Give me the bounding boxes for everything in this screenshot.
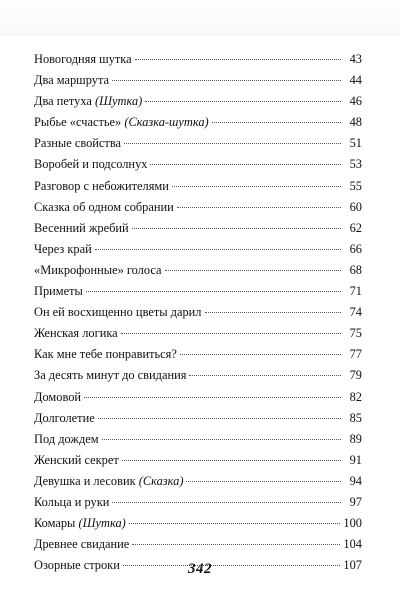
toc-entry	[34, 471, 362, 492]
dot-leader	[112, 502, 341, 503]
toc-entry	[34, 429, 362, 450]
toc-entry-title	[34, 344, 177, 365]
dot-leader	[121, 333, 341, 334]
toc-entry-title-text: Долголетие	[34, 410, 95, 425]
dot-leader	[98, 418, 341, 419]
toc-entry-subtitle: (Шутка)	[94, 94, 143, 109]
toc-entry-page: 91	[349, 452, 362, 467]
toc-entry	[34, 176, 362, 197]
toc-entry-page: 89	[349, 431, 362, 446]
toc-entry	[34, 492, 362, 513]
toc-entry	[34, 281, 362, 302]
toc-entry-page: 104	[343, 537, 362, 552]
toc-entry-title-text: Новогодняя шутка	[34, 52, 132, 66]
toc-entry	[34, 218, 362, 239]
dot-leader	[212, 122, 341, 123]
toc-entry-page: 51	[349, 136, 362, 151]
toc-entry-title	[34, 429, 99, 450]
toc-entry-page: 107	[343, 558, 362, 573]
toc-entry-title	[34, 281, 83, 302]
toc-entry-title	[34, 239, 92, 260]
toc-entry-title	[34, 408, 95, 429]
dot-leader	[165, 270, 341, 271]
dot-leader	[129, 523, 341, 524]
toc-entry-title-text: Женский секрет	[34, 452, 119, 467]
toc-entry-title-text: «Микрофонные» голоса	[34, 262, 162, 277]
toc-entry-page: 100	[343, 516, 362, 531]
toc-entry-title-text: Девушка и лесовик	[34, 473, 136, 488]
dot-leader	[132, 228, 341, 229]
toc-entry-title-text: Как мне тебе понравиться?	[34, 347, 177, 362]
toc-entry-title	[34, 218, 129, 239]
toc-entry	[34, 534, 362, 555]
toc-entry-title-text: Два маршрута	[34, 73, 110, 88]
dot-leader	[177, 207, 341, 208]
toc-entry-title-text: Озорные строки	[34, 558, 120, 573]
toc-entry	[34, 344, 362, 365]
page-top-edge	[0, 0, 400, 36]
toc-entry-page: 60	[349, 199, 362, 214]
toc-entry-page: 82	[349, 389, 362, 404]
page-number: 342	[188, 561, 212, 577]
dot-leader	[172, 186, 341, 187]
toc-entry-title-text: Разговор с небожителями	[34, 178, 169, 193]
toc-entry	[34, 450, 362, 471]
toc-entry	[34, 323, 362, 344]
toc-entry-title-text: За десять минут до свидания	[34, 368, 187, 383]
toc-entry-page: 68	[349, 262, 362, 277]
toc-entry	[34, 49, 362, 70]
toc-entry-title-text: Комары	[34, 516, 76, 531]
toc-entry-title-text: Он ей восхищенно цветы дарил	[34, 305, 202, 320]
toc-entry-title	[34, 302, 202, 323]
toc-entry	[34, 112, 362, 133]
toc-entry-subtitle: (Шутка)	[78, 516, 126, 531]
toc-entry-page: 77	[349, 347, 362, 362]
toc-entry-page: 48	[349, 115, 362, 130]
toc-entry-title	[34, 176, 169, 197]
toc-entry-title	[34, 49, 132, 70]
toc-entry-page: 94	[349, 473, 362, 488]
dot-leader	[150, 164, 341, 165]
toc-entry-title-text: Приметы	[34, 284, 83, 299]
toc-entry-page: 75	[349, 326, 362, 341]
toc-entry-title-text: Рыбье «счастье»	[34, 115, 122, 130]
toc-entry	[34, 91, 362, 112]
toc-entry-page: 46	[349, 94, 362, 109]
toc-entry-title-text: Разные свойства	[34, 136, 122, 151]
toc-entry-page: 71	[349, 284, 362, 299]
toc-entry-page: 43	[349, 52, 362, 66]
toc-entry-page: 79	[349, 368, 362, 383]
dot-leader	[84, 397, 341, 398]
toc-entry-title	[34, 154, 147, 175]
toc-entry	[34, 513, 362, 534]
toc-entry-page: 97	[349, 494, 362, 509]
toc-entry-title-text: Весенний жребий	[34, 220, 129, 235]
toc-entry	[34, 408, 362, 429]
toc-entry	[34, 133, 362, 154]
toc-entry	[34, 70, 362, 91]
toc-entry	[34, 239, 362, 260]
dot-leader	[86, 291, 341, 292]
toc-entry-title	[34, 260, 162, 281]
toc-entry-title	[34, 365, 186, 386]
toc-entry	[34, 387, 362, 408]
toc-entry-title	[34, 387, 81, 408]
toc-entry-subtitle: (Сказка-шутка)	[124, 115, 209, 130]
toc-entry-title-text: Кольца и руки	[34, 494, 110, 509]
toc-entry	[34, 365, 362, 386]
dot-leader	[124, 143, 341, 144]
toc-entry-title	[34, 91, 142, 112]
toc-entry-title-text: Домовой	[34, 389, 82, 404]
toc-entry-title	[34, 112, 209, 133]
toc-entry-title-text: Воробей и подсолнух	[34, 157, 148, 172]
toc-entry	[34, 260, 362, 281]
toc-entry-title	[34, 197, 174, 218]
toc-entry	[34, 197, 362, 218]
toc-entry-page: 44	[349, 73, 362, 88]
dot-leader	[205, 312, 342, 313]
toc-entry-page: 85	[349, 410, 362, 425]
toc-entry-title-text: Под дождем	[34, 431, 99, 446]
toc-entry-title	[34, 534, 129, 555]
dot-leader	[145, 101, 341, 102]
toc-entry-title	[34, 450, 119, 471]
dot-leader	[180, 354, 341, 355]
toc-entry-title	[34, 323, 118, 344]
toc-entry-title-text: Женская логика	[34, 326, 118, 341]
dot-leader	[135, 59, 341, 60]
toc-entry-title	[34, 513, 126, 534]
toc-entry-page: 55	[349, 178, 362, 193]
toc-entry-page: 62	[349, 220, 362, 235]
dot-leader	[122, 460, 341, 461]
dot-leader	[95, 249, 341, 250]
toc-entry-title-text: Через край	[34, 241, 92, 256]
toc-entry-title	[34, 70, 109, 91]
toc-entry-title	[34, 492, 109, 513]
toc-entry-title	[34, 133, 121, 154]
toc-entry-page: 66	[349, 241, 362, 256]
dot-leader	[102, 439, 341, 440]
toc-entry-page: 74	[349, 305, 362, 320]
toc-entry-title	[34, 471, 183, 492]
toc-entry	[34, 154, 362, 175]
table-of-contents	[34, 49, 362, 576]
toc-entry-title-text: Два петуха	[34, 94, 92, 109]
toc-entry-title-text: Древнее свидание	[34, 537, 130, 552]
toc-entry-page: 53	[349, 157, 362, 172]
toc-entry	[34, 302, 362, 323]
dot-leader	[132, 544, 340, 545]
toc-entry-subtitle: (Сказка)	[138, 473, 184, 488]
dot-leader	[112, 80, 341, 81]
dot-leader	[186, 481, 341, 482]
toc-entry-title-text: Сказка об одном собрании	[34, 199, 174, 214]
dot-leader	[189, 375, 341, 376]
